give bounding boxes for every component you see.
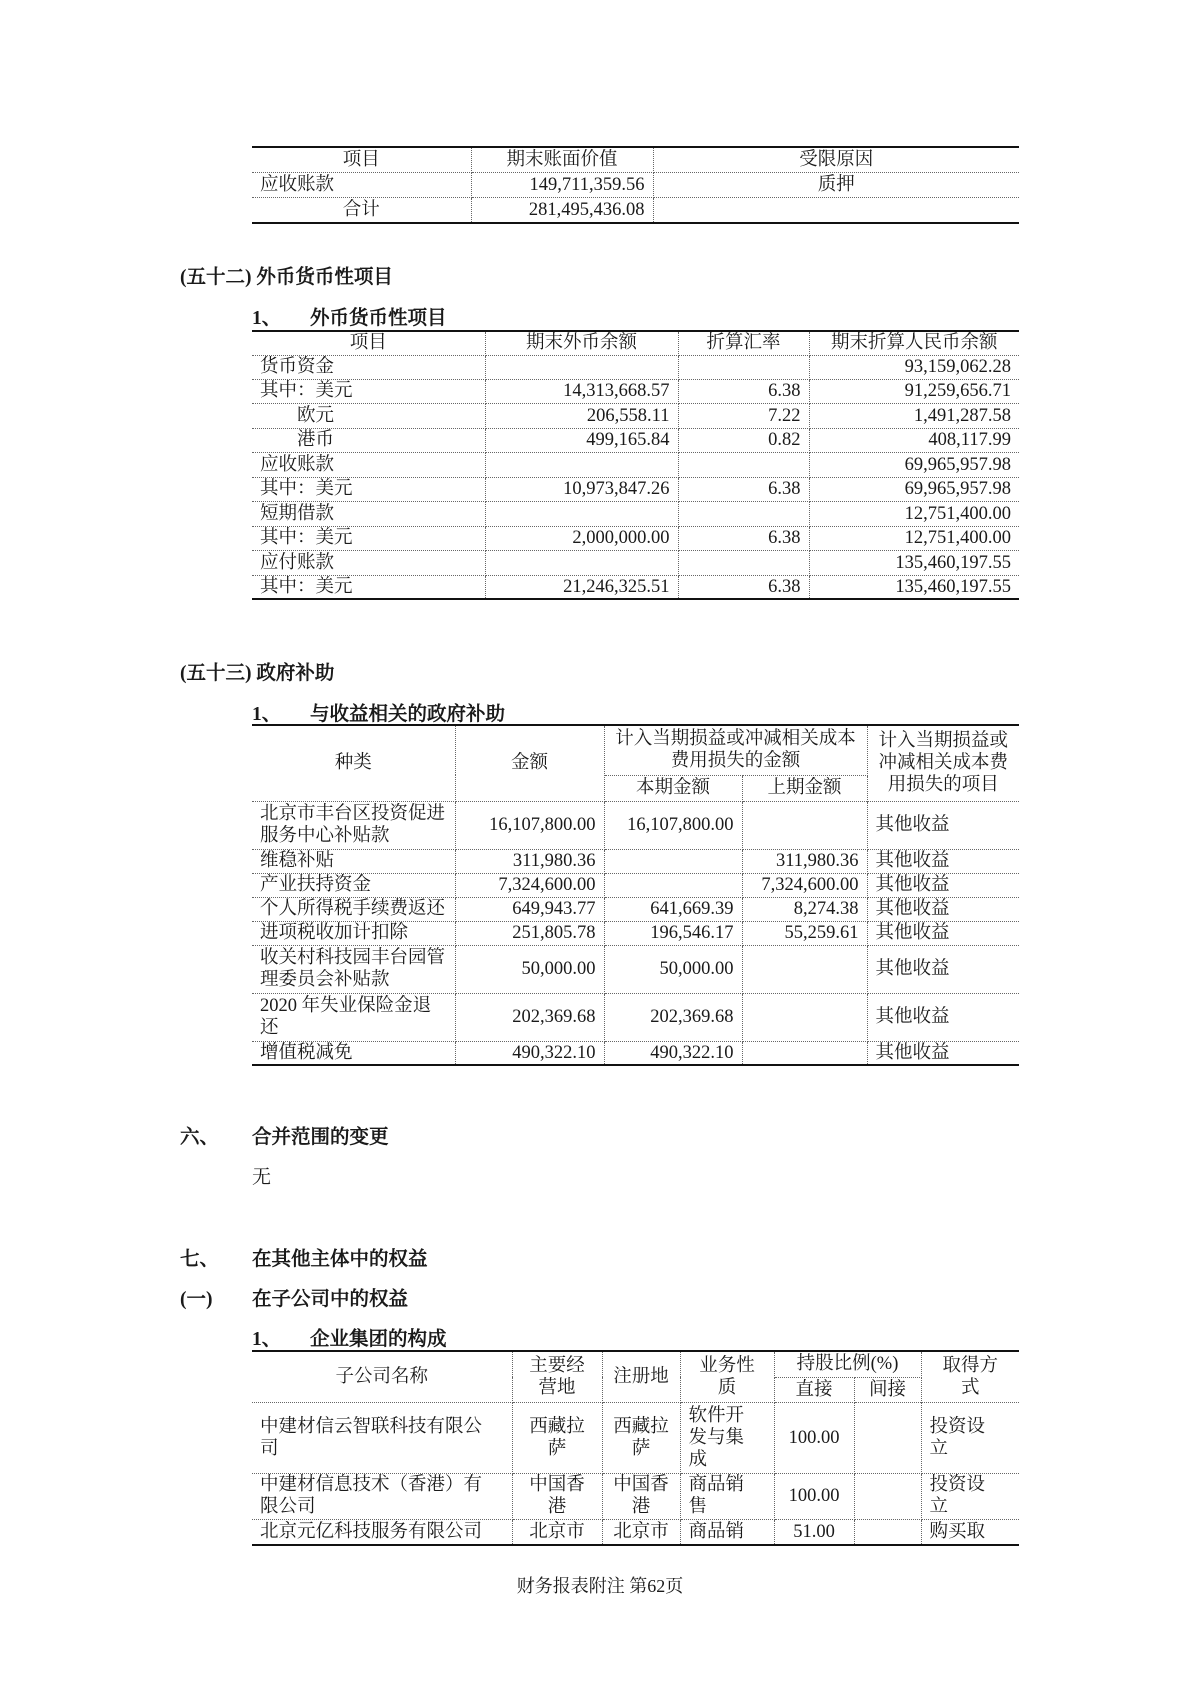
- table-cell: 499,165.84: [485, 428, 678, 452]
- column-header: 折算汇率: [678, 331, 809, 355]
- table-row: [252, 801, 1019, 849]
- table-cell: [653, 197, 1019, 223]
- table-row: [252, 1041, 1019, 1065]
- column-header: 注册地: [602, 1351, 680, 1402]
- table-cell: 产业扶持资金: [252, 873, 455, 897]
- cell-line: 2020 年失业保险金退: [260, 996, 432, 1016]
- table-cell: 应收账款: [252, 172, 471, 197]
- table-cell: 其他收益: [867, 873, 1019, 897]
- table-cell: 商品销: [680, 1519, 774, 1545]
- cell-line: 计入当期损益或冲减相关成本: [615, 729, 856, 750]
- subsidiaries-table: [252, 1350, 1019, 1546]
- section-7-title: 在其他主体中的权益: [252, 1249, 428, 1270]
- cell-line: 营地: [538, 1377, 576, 1398]
- table-cell: 7,324,600.00: [455, 873, 604, 897]
- column-header: 子公司名称: [252, 1351, 512, 1402]
- table-cell: [854, 1402, 921, 1473]
- column-header: 上期金额: [742, 775, 867, 801]
- table-cell: 16,107,800.00: [604, 801, 742, 849]
- cell-line: 北京市丰台区投资促进: [260, 804, 446, 824]
- table-cell: 1,491,287.58: [809, 403, 1019, 428]
- table-cell: 港币: [252, 428, 485, 452]
- table-cell: 21,246,325.51: [485, 575, 678, 599]
- cell-line: 港: [547, 1497, 567, 1517]
- table-cell: [512, 1473, 602, 1519]
- table-row: [252, 501, 1019, 526]
- column-header: 间接: [854, 1377, 921, 1402]
- table-row: [252, 849, 1019, 873]
- table-cell: 8,274.38: [742, 897, 867, 921]
- section-52-sub-title: 外币货币性项目: [310, 308, 447, 329]
- header-row: [252, 147, 1019, 172]
- table-cell: [485, 355, 678, 379]
- table-cell: [678, 452, 809, 477]
- table-cell: 196,546.17: [604, 921, 742, 945]
- table-cell: 7.22: [678, 403, 809, 428]
- table-cell: 6.38: [678, 379, 809, 403]
- table-cell: 91,259,656.71: [809, 379, 1019, 403]
- table-cell: [485, 501, 678, 526]
- section-7-number: 七、: [180, 1249, 220, 1270]
- table-cell: 50,000.00: [455, 945, 604, 993]
- table-row: [252, 452, 1019, 477]
- section-7-sub-title: 在子公司中的权益: [252, 1289, 409, 1310]
- table-cell: 2,000,000.00: [485, 526, 678, 550]
- table-cell: [921, 1402, 1019, 1473]
- table-cell: 6.38: [678, 526, 809, 550]
- column-header: [512, 1351, 602, 1402]
- table-cell: 202,369.68: [604, 993, 742, 1041]
- section-53-heading: (五十三) 政府补助: [180, 663, 335, 684]
- table-cell: [604, 873, 742, 897]
- table-cell: 北京元亿科技服务有限公司: [252, 1519, 512, 1545]
- table-cell: 12,751,400.00: [809, 501, 1019, 526]
- table-cell: 其中：美元: [252, 477, 485, 501]
- header-row: [252, 725, 1019, 775]
- table-cell: 其他收益: [867, 1041, 1019, 1065]
- cell-line: 立: [929, 1497, 949, 1517]
- table-cell: 其中：美元: [252, 526, 485, 550]
- table-cell: 10,973,847.26: [485, 477, 678, 501]
- column-header: [680, 1351, 774, 1402]
- table-cell: [680, 1473, 774, 1519]
- section-7-item-number: 1、: [252, 1329, 282, 1350]
- table-cell: 202,369.68: [455, 993, 604, 1041]
- cell-line: 萨: [631, 1438, 651, 1459]
- table-cell: 其他收益: [867, 801, 1019, 849]
- table-cell: 135,460,197.55: [809, 550, 1019, 575]
- column-header: 金额: [455, 725, 604, 801]
- table-cell: 100.00: [774, 1473, 854, 1519]
- table-cell: 其中：美元: [252, 379, 485, 403]
- column-header: [921, 1351, 1019, 1402]
- table-cell: 购买取: [921, 1519, 1019, 1545]
- table-cell: 北京市: [512, 1519, 602, 1545]
- cell-line: 理委员会补贴款: [260, 970, 390, 990]
- column-header: 直接: [774, 1377, 854, 1402]
- cell-line: 发与集: [688, 1427, 745, 1448]
- table-cell: 其他收益: [867, 897, 1019, 921]
- column-header: 种类: [252, 725, 455, 801]
- table-row: [252, 897, 1019, 921]
- section-7-sub-number: (一): [180, 1289, 213, 1310]
- table-row: [252, 403, 1019, 428]
- table-cell: 16,107,800.00: [455, 801, 604, 849]
- table-cell: 其他收益: [867, 921, 1019, 945]
- cell-line: 中建材信云智联科技有限公: [260, 1416, 483, 1437]
- table-cell: 欧元: [252, 403, 485, 428]
- table-row: [252, 575, 1019, 599]
- table-cell: 应付账款: [252, 550, 485, 575]
- table-cell: 281,495,436.08: [471, 197, 653, 223]
- table-row: [252, 1473, 1019, 1519]
- table-cell: 质押: [653, 172, 1019, 197]
- table-row: [252, 1402, 1019, 1473]
- header-row: [252, 331, 1019, 355]
- table-cell: [678, 550, 809, 575]
- table-cell: 6.38: [678, 477, 809, 501]
- table-cell: [854, 1473, 921, 1519]
- table-cell: 69,965,957.98: [809, 477, 1019, 501]
- table-cell: [680, 1402, 774, 1473]
- cell-line: 售: [688, 1497, 708, 1517]
- cell-line: 立: [929, 1438, 949, 1459]
- cell-line: 用损失的项目: [887, 775, 999, 796]
- table-row: [252, 993, 1019, 1041]
- cell-line: 司: [260, 1438, 279, 1459]
- cell-line: 收关村科技园丰台园管: [260, 948, 446, 968]
- cell-line: 质: [717, 1377, 737, 1398]
- table-cell: 12,751,400.00: [809, 526, 1019, 550]
- cell-line: 中国香: [529, 1475, 585, 1495]
- table-cell: [602, 1402, 680, 1473]
- table-cell: 北京市: [602, 1519, 680, 1545]
- table-cell: 其他收益: [867, 993, 1019, 1041]
- table-cell: 0.82: [678, 428, 809, 452]
- restricted-assets-table: [252, 146, 1019, 224]
- table-cell: [252, 993, 455, 1041]
- cell-line: 还: [260, 1018, 279, 1038]
- column-header: 项目: [252, 147, 471, 172]
- table-cell: 进项税收加计扣除: [252, 921, 455, 945]
- table-row: [252, 172, 1019, 197]
- section-53-sub-title: 与收益相关的政府补助: [310, 704, 506, 725]
- table-cell: [252, 1473, 512, 1519]
- cell-line: 商品销: [688, 1475, 745, 1495]
- cell-line: 投资设: [929, 1416, 986, 1437]
- table-cell: 149,711,359.56: [471, 172, 653, 197]
- table-row: [252, 526, 1019, 550]
- table-cell: [921, 1473, 1019, 1519]
- section-6-body: 无: [252, 1167, 272, 1188]
- table-cell: 251,805.78: [455, 921, 604, 945]
- table-cell: [252, 945, 455, 993]
- cell-line: 业务性: [699, 1355, 755, 1376]
- table-cell: [742, 801, 867, 849]
- table-cell: [678, 501, 809, 526]
- cell-line: 成: [688, 1449, 708, 1470]
- table-cell: [485, 452, 678, 477]
- cell-line: 式: [961, 1377, 980, 1398]
- table-cell: 增值税减免: [252, 1041, 455, 1065]
- table-row: [252, 379, 1019, 403]
- section-53-sub-number: 1、: [252, 704, 282, 725]
- table-cell: [678, 355, 809, 379]
- section-7-item-title: 企业集团的构成: [310, 1329, 447, 1350]
- table-cell: 个人所得税手续费返还: [252, 897, 455, 921]
- table-row: [252, 550, 1019, 575]
- foreign-currency-table: [252, 330, 1019, 600]
- cell-line: 服务中心补贴款: [260, 826, 390, 846]
- table-cell: 408,117.99: [809, 428, 1019, 452]
- cell-line: 中建材信息技术（香港）有: [260, 1475, 483, 1495]
- section-6-title: 合并范围的变更: [252, 1127, 389, 1148]
- cell-line: 冲减相关成本费: [878, 753, 1009, 774]
- cell-line: 限公司: [260, 1497, 316, 1517]
- table-row: [252, 921, 1019, 945]
- table-cell: 其他收益: [867, 945, 1019, 993]
- table-cell: 6.38: [678, 575, 809, 599]
- government-grants-table: [252, 724, 1019, 1066]
- column-header: 期末外币余额: [485, 331, 678, 355]
- table-cell: 69,965,957.98: [809, 452, 1019, 477]
- table-cell: [742, 945, 867, 993]
- column-header: 期末账面价值: [471, 147, 653, 172]
- table-cell: [854, 1519, 921, 1545]
- table-cell: 55,259.61: [742, 921, 867, 945]
- cell-line: 萨: [547, 1438, 567, 1459]
- cell-line: 费用损失的金额: [670, 751, 801, 772]
- table-cell: [485, 550, 678, 575]
- column-header: 项目: [252, 331, 485, 355]
- table-cell: 100.00: [774, 1402, 854, 1473]
- table-row: [252, 873, 1019, 897]
- column-header: 受限原因: [653, 147, 1019, 172]
- table-cell: 合计: [252, 197, 471, 223]
- table-row: [252, 355, 1019, 379]
- cell-line: 软件开: [688, 1405, 745, 1426]
- table-cell: 14,313,668.57: [485, 379, 678, 403]
- table-cell: [742, 1041, 867, 1065]
- table-row: [252, 197, 1019, 223]
- section-52-heading: (五十二) 外币货币性项目: [180, 267, 393, 288]
- column-header: 本期金额: [604, 775, 742, 801]
- section-6-number: 六、: [180, 1127, 220, 1148]
- table-row: [252, 428, 1019, 452]
- table-cell: 维稳补贴: [252, 849, 455, 873]
- table-cell: 7,324,600.00: [742, 873, 867, 897]
- table-cell: [602, 1473, 680, 1519]
- cell-line: 投资设: [929, 1475, 986, 1495]
- table-cell: 货币资金: [252, 355, 485, 379]
- table-row: [252, 945, 1019, 993]
- section-52-sub-number: 1、: [252, 308, 282, 329]
- column-header: [604, 725, 867, 775]
- table-cell: 51.00: [774, 1519, 854, 1545]
- table-cell: 649,943.77: [455, 897, 604, 921]
- table-cell: 490,322.10: [604, 1041, 742, 1065]
- table-cell: 641,669.39: [604, 897, 742, 921]
- cell-line: 取得方: [942, 1355, 999, 1376]
- cell-line: 主要经: [529, 1355, 585, 1376]
- cell-line: 西藏拉: [529, 1416, 585, 1437]
- page-footer: 财务报表附注 第62页: [516, 1576, 684, 1596]
- table-row: [252, 1519, 1019, 1545]
- cell-line: 中国香: [613, 1475, 669, 1495]
- column-header: 期末折算人民币余额: [809, 331, 1019, 355]
- table-cell: 490,322.10: [455, 1041, 604, 1065]
- table-cell: 应收账款: [252, 452, 485, 477]
- column-header: 持股比例(%): [774, 1351, 921, 1377]
- table-cell: [604, 849, 742, 873]
- table-cell: 短期借款: [252, 501, 485, 526]
- table-cell: 50,000.00: [604, 945, 742, 993]
- table-cell: [512, 1402, 602, 1473]
- cell-line: 港: [631, 1497, 651, 1517]
- header-row: [252, 1351, 1019, 1377]
- cell-line: 西藏拉: [613, 1416, 669, 1437]
- table-cell: 311,980.36: [742, 849, 867, 873]
- table-cell: 其中：美元: [252, 575, 485, 599]
- column-header: [867, 725, 1019, 801]
- table-cell: [252, 1402, 512, 1473]
- table-row: [252, 477, 1019, 501]
- table-cell: [252, 801, 455, 849]
- table-cell: [742, 993, 867, 1041]
- table-cell: 93,159,062.28: [809, 355, 1019, 379]
- cell-line: 计入当期损益或: [878, 731, 1009, 752]
- table-cell: 206,558.11: [485, 403, 678, 428]
- table-cell: 135,460,197.55: [809, 575, 1019, 599]
- table-cell: 311,980.36: [455, 849, 604, 873]
- table-cell: 其他收益: [867, 849, 1019, 873]
